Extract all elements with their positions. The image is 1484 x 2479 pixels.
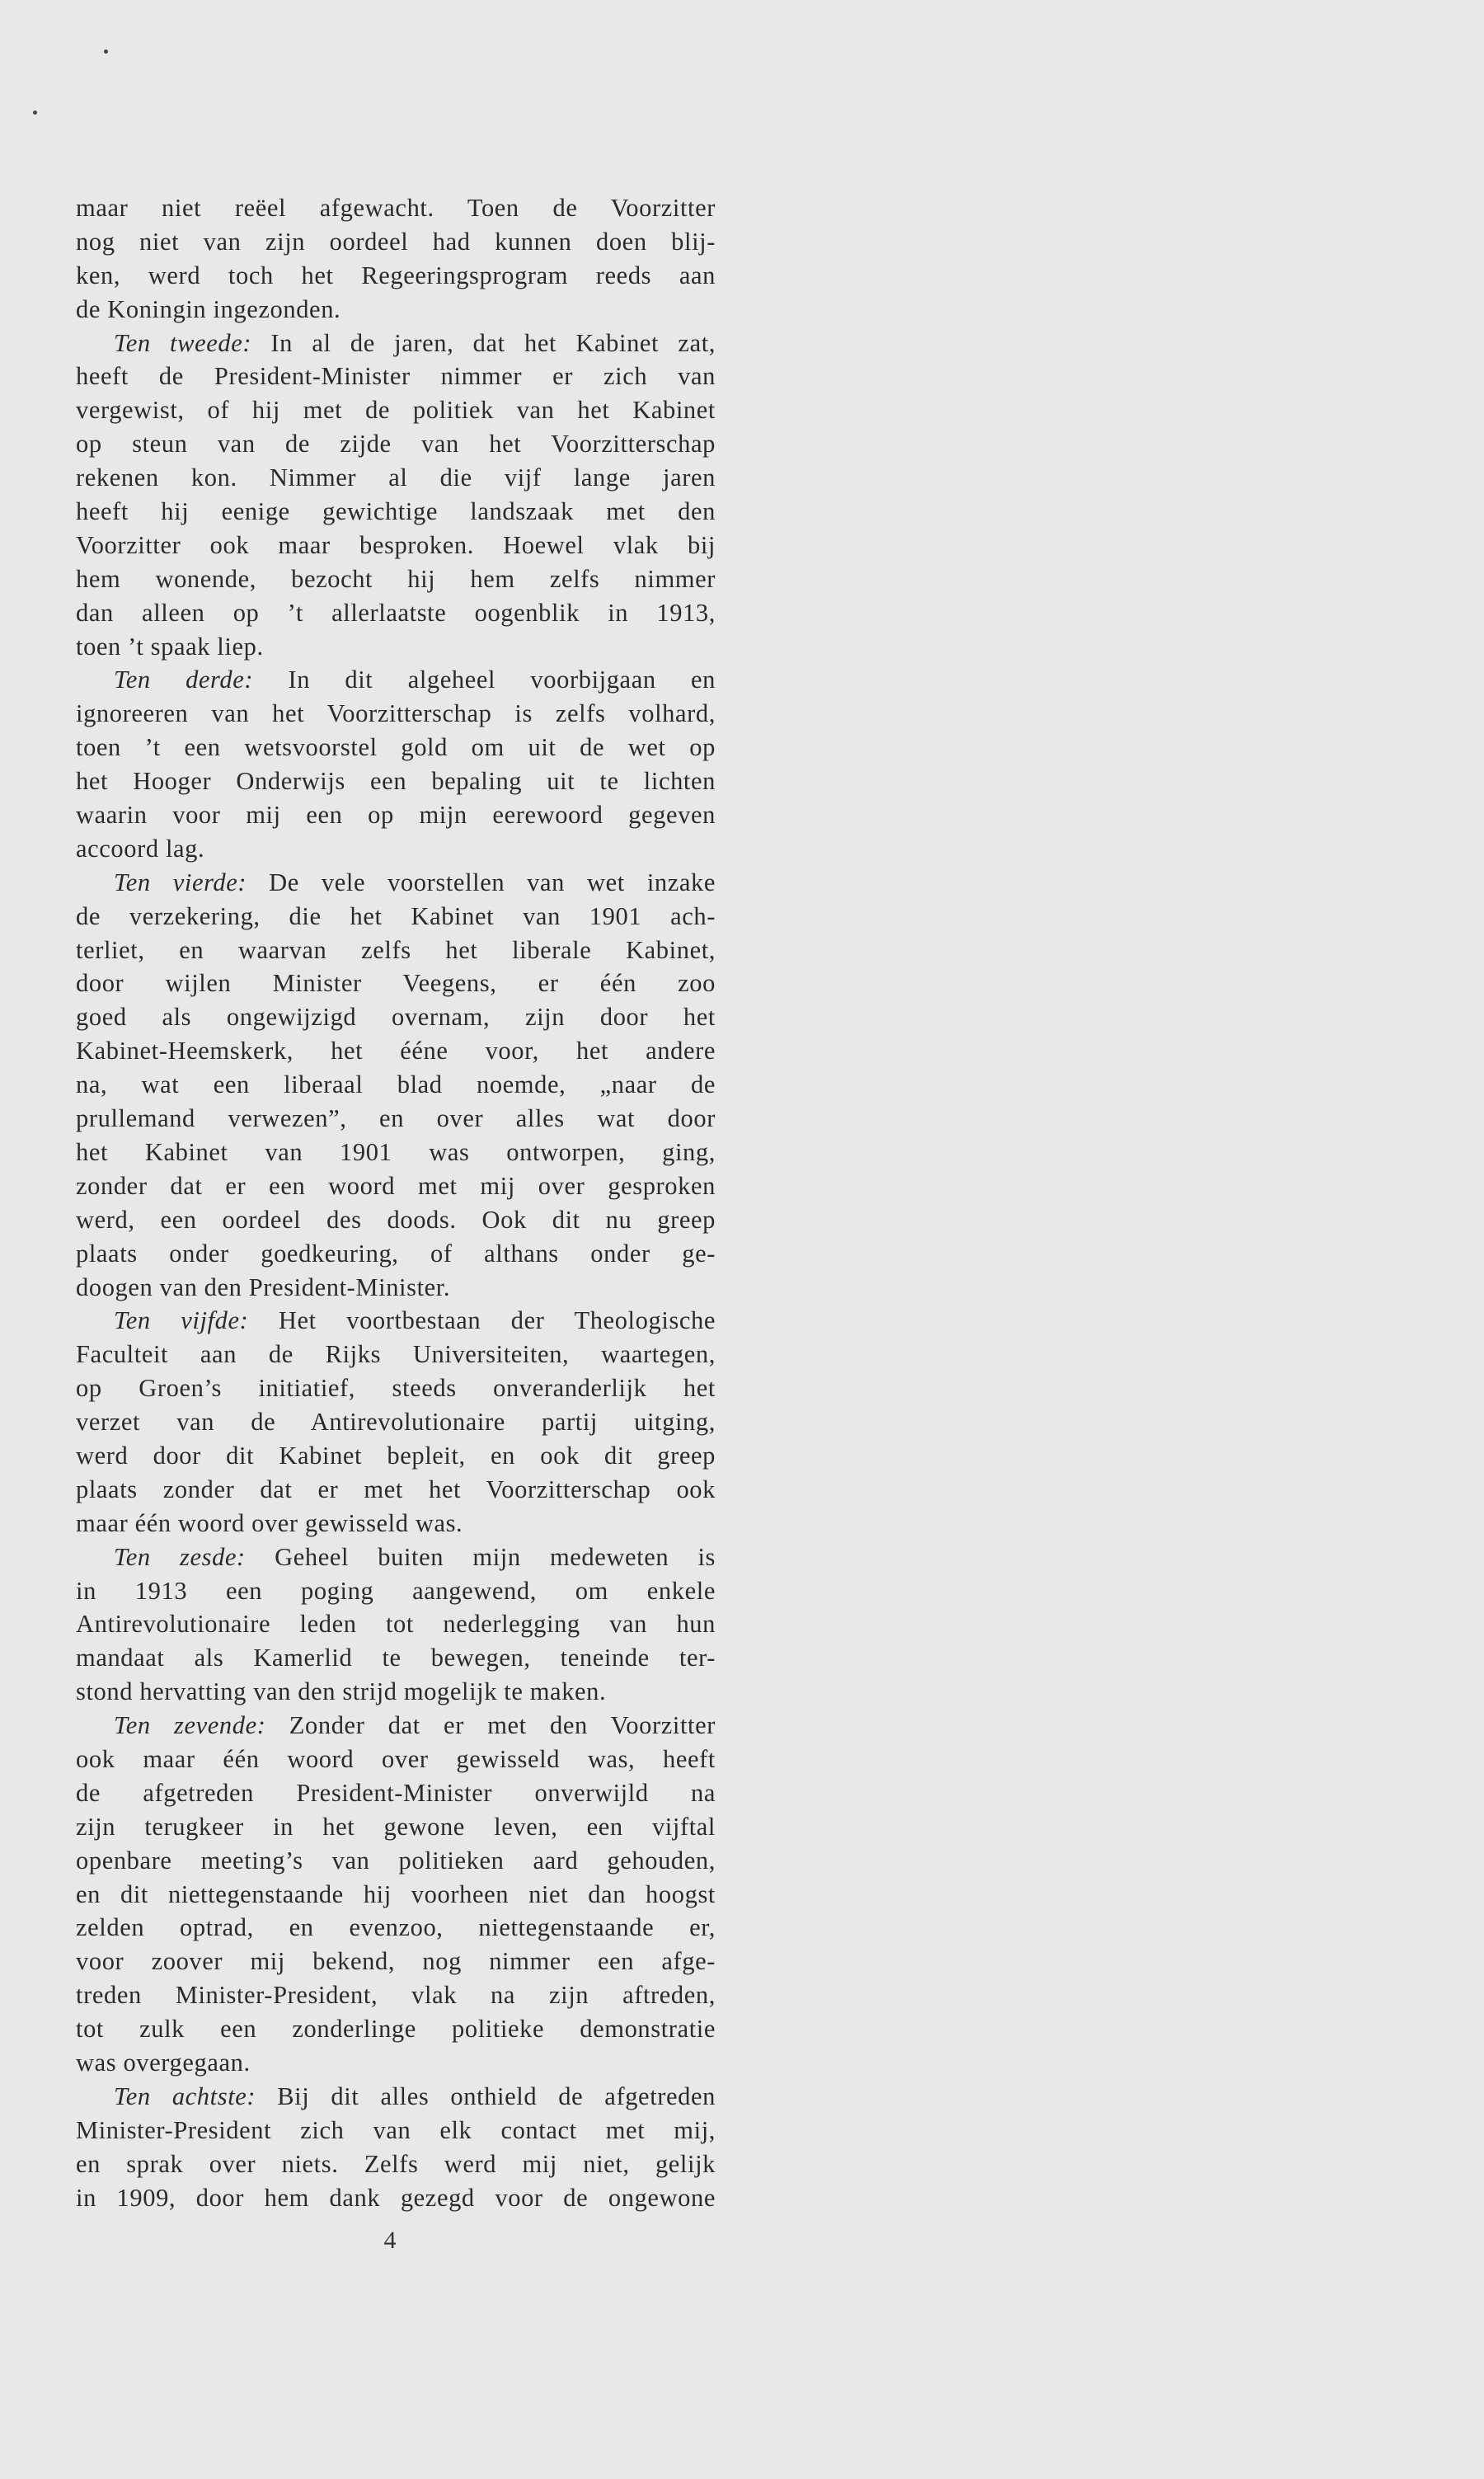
line-text: heeft hij eenige gewichtige landszaak met den <box>76 497 716 526</box>
text-line <box>76 360 716 393</box>
text-line <box>76 1574 716 1608</box>
line-text: maar niet reëel afgewacht. Toen de Voorzitter <box>76 194 716 222</box>
line-text: op steun van de zijde van het Voorzitterschap <box>76 430 716 459</box>
line-text: Antirevolutionaire leden tot nederlegging van hun <box>76 1610 716 1639</box>
paragraph <box>76 327 716 664</box>
text-line <box>76 259 716 293</box>
text-line <box>76 2147 716 2181</box>
line-text: voor zoover mij bekend, nog nimmer een afge- <box>76 1947 716 1976</box>
paragraph <box>76 866 716 1305</box>
line-text: mandaat als Kamerlid te bewegen, teneinde ter- <box>76 1644 716 1672</box>
text-line <box>76 2046 716 2080</box>
paragraph-lead: Ten zevende: <box>114 1711 266 1740</box>
line-text: in 1913 een poging aangewend, om enkele <box>76 1576 716 1605</box>
line-text: stond hervatting van den strijd mogelijk te maken. <box>76 1677 607 1706</box>
line-text: goed als ongewijzigd overnam, zijn door het <box>76 1003 716 1032</box>
paragraph <box>76 2080 716 2215</box>
line-text: zijn terugkeer in het gewone leven, een vijftal <box>76 1812 716 1841</box>
text-line <box>76 1473 716 1507</box>
text-line <box>76 2181 716 2215</box>
text-line <box>76 731 716 764</box>
text-line <box>76 967 716 1000</box>
text-line <box>76 1878 716 1912</box>
line-text: Kabinet-Heemskerk, het ééne voor, het andere <box>76 1037 716 1065</box>
line-text: plaats onder goedkeuring, of althans onder ge- <box>76 1239 716 1268</box>
line-text: doogen van den President-Minister. <box>76 1272 451 1301</box>
text-line <box>76 461 716 495</box>
line-text: terliet, en waarvan zelfs het liberale Kabinet, <box>76 935 716 964</box>
line-text: nog niet van zijn oordeel had kunnen doen blij- <box>76 227 716 256</box>
paragraph <box>76 1304 716 1540</box>
line-text: ken, werd toch het Regeeringsprogram reeds aan <box>76 261 716 289</box>
line-text: rekenen kon. Nimmer al die vijf lange jaren <box>76 463 716 492</box>
line-text: prullemand verwezen”, en over alles wat door <box>76 1104 716 1133</box>
text-line <box>76 832 716 866</box>
page-number: 4 <box>383 2227 397 2254</box>
line-text: In dit algeheel voorbijgaan en <box>253 666 716 694</box>
text-line <box>76 293 716 327</box>
line-text: openbare meeting’s van politieken aard gehouden, <box>76 1846 716 1875</box>
line-text: plaats zonder dat er met het Voorzitterschap ook <box>76 1475 716 1503</box>
line-text: op Groen’s initiatief, steeds onveranderlijk het <box>76 1374 716 1403</box>
line-text: zonder dat er een woord met mij over gesproken <box>76 1171 716 1200</box>
text-line <box>76 427 716 461</box>
line-text: heeft de President-Minister nimmer er zich van <box>76 362 716 391</box>
line-text: dan alleen op ’t allerlaatste oogenblik in 1913, <box>76 598 716 627</box>
paragraph-lead: Ten zesde: <box>114 1542 246 1571</box>
line-text: Het voortbestaan der Theologische <box>248 1306 716 1335</box>
text-line <box>76 2012 716 2046</box>
line-text: door wijlen Minister Veegens, er één zoo <box>76 969 716 998</box>
body-text <box>76 191 716 2214</box>
text-line <box>76 393 716 427</box>
line-text: Voorzitter ook maar besproken. Hoewel vlak bij <box>76 530 716 559</box>
text-line <box>76 697 716 731</box>
line-text: tot zulk een zonderlinge politieke demonstratie <box>76 2015 716 2044</box>
text-line <box>76 1507 716 1541</box>
line-text: en dit niettegenstaande hij voorheen niet dan hoogst <box>76 1879 716 1908</box>
paragraph <box>76 1541 716 1709</box>
text-line <box>76 1776 716 1810</box>
line-text: Minister-President zich van elk contact met mij, <box>76 2115 716 2144</box>
line-text: De vele voorstellen van wet inzake <box>247 868 716 896</box>
text-line <box>76 225 716 259</box>
text-line <box>76 1945 716 1978</box>
line-text: toen ’t een wetsvoorstel gold om uit de wet op <box>76 733 716 762</box>
line-text: na, wat een liberaal blad noemde, „naar de <box>76 1070 716 1099</box>
text-line <box>76 562 716 596</box>
text-line <box>76 630 716 664</box>
text-line <box>76 1439 716 1473</box>
text-line <box>76 798 716 832</box>
text-line <box>76 1068 716 1102</box>
line-text: de verzekering, die het Kabinet van 1901 ach- <box>76 901 716 930</box>
text-line <box>76 900 716 934</box>
text-line <box>76 1607 716 1641</box>
line-text: treden Minister-President, vlak na zijn aftreden, <box>76 1981 716 2010</box>
line-text: de Koningin ingezonden. <box>76 294 341 323</box>
text-line <box>76 1203 716 1237</box>
text-line <box>76 1541 716 1574</box>
text-line <box>76 1405 716 1439</box>
line-text: en sprak over niets. Zelfs werd mij niet, gelijk <box>76 2149 716 2178</box>
ink-speck <box>33 111 37 115</box>
line-text: vergewist, of hij met de politiek van het Kabinet <box>76 396 716 425</box>
paragraph-lead: Ten vierde: <box>114 868 247 896</box>
line-text: In al de jaren, dat het Kabinet zat, <box>251 328 716 357</box>
text-line <box>76 764 716 798</box>
line-text: accoord lag. <box>76 834 205 863</box>
text-line <box>76 1709 716 1743</box>
line-text: ook maar één woord over gewisseld was, heeft <box>76 1744 716 1773</box>
line-text: in 1909, door hem dank gezegd voor de ongewone <box>76 2183 716 2212</box>
line-text: het Kabinet van 1901 was ontworpen, ging, <box>76 1137 716 1166</box>
line-text: waarin voor mij een op mijn eerewoord gegeven <box>76 801 716 830</box>
text-line <box>76 1169 716 1203</box>
line-text: Faculteit aan de Rijks Universiteiten, waartegen, <box>76 1340 716 1369</box>
paragraph-lead: Ten derde: <box>114 666 254 694</box>
text-line <box>76 1136 716 1169</box>
text-line <box>76 1978 716 2012</box>
paragraph-lead: Ten vijfde: <box>114 1306 249 1335</box>
text-line <box>76 2080 716 2114</box>
paragraph-lead: Ten tweede: <box>114 328 252 357</box>
text-line <box>76 1271 716 1305</box>
paragraph <box>76 663 716 865</box>
line-text: werd, een oordeel des doods. Ook dit nu greep <box>76 1205 716 1234</box>
text-line <box>76 1743 716 1776</box>
text-line <box>76 191 716 225</box>
text-line <box>76 934 716 967</box>
text-line <box>76 1102 716 1136</box>
text-line <box>76 495 716 529</box>
line-text: ignoreeren van het Voorzitterschap is zelfs volhard, <box>76 699 716 728</box>
text-line <box>76 1304 716 1338</box>
line-text: werd door dit Kabinet bepleit, en ook dit greep <box>76 1441 716 1470</box>
ink-speck <box>104 49 108 54</box>
text-line <box>76 1810 716 1844</box>
line-text: het Hooger Onderwijs een bepaling uit te lichten <box>76 767 716 796</box>
paragraph-lead: Ten achtste: <box>114 2082 256 2110</box>
text-line <box>76 327 716 360</box>
text-line <box>76 866 716 900</box>
line-text: was overgegaan. <box>76 2048 251 2077</box>
text-line <box>76 529 716 562</box>
text-line <box>76 1911 716 1945</box>
paragraph <box>76 1709 716 2080</box>
text-line <box>76 1237 716 1271</box>
line-text: Zonder dat er met den Voorzitter <box>265 1711 716 1740</box>
text-line <box>76 1000 716 1034</box>
text-line <box>76 663 716 697</box>
text-line <box>76 2114 716 2147</box>
line-text: zelden optrad, en evenzoo, niettegenstaande er, <box>76 1913 716 1942</box>
text-line <box>76 1844 716 1878</box>
line-text: verzet van de Antirevolutionaire partij uitging, <box>76 1408 716 1437</box>
text-line <box>76 1641 716 1675</box>
line-text: hem wonende, bezocht hij hem zelfs nimmer <box>76 564 716 593</box>
text-line <box>76 1338 716 1371</box>
text-line <box>76 1371 716 1405</box>
line-text: maar één woord over gewisseld was. <box>76 1508 463 1537</box>
line-text: Bij dit alles onthield de afgetreden <box>256 2082 716 2110</box>
paragraph <box>76 191 716 327</box>
line-text: de afgetreden President-Minister onverwijld na <box>76 1778 716 1807</box>
text-line <box>76 596 716 630</box>
line-text: toen ’t spaak liep. <box>76 632 264 661</box>
line-text: Geheel buiten mijn medeweten is <box>245 1542 716 1571</box>
text-line <box>76 1675 716 1709</box>
text-line <box>76 1034 716 1068</box>
